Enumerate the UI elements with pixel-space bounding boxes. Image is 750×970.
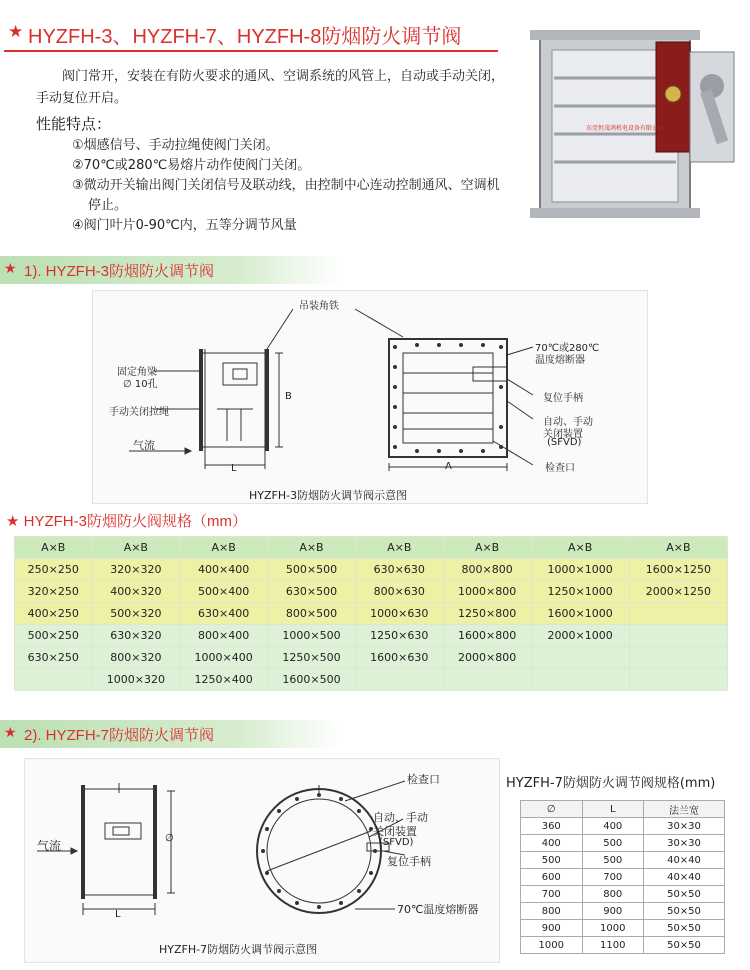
label-pull-rope: 手动关闭拉绳 (109, 407, 169, 418)
table-cell-empty (629, 669, 727, 691)
table-cell: 40×40 (644, 869, 725, 886)
table-header: A×B (443, 537, 531, 559)
label-fuse: 70℃温度熔断器 (397, 903, 479, 916)
table-row (15, 669, 728, 691)
table-cell: 320×320 (92, 559, 180, 581)
star-icon: ★ (8, 22, 24, 42)
table-cell: 500 (582, 852, 644, 869)
label-inspect: 检查口 (407, 773, 440, 786)
table-row (521, 937, 725, 954)
photo-watermark: 东莞恒茂鸿机电设备有限公司 (586, 125, 665, 132)
table-cell: 360 (521, 818, 583, 835)
table-header: A×B (629, 537, 727, 559)
table-header-row (521, 801, 725, 818)
table-row (521, 835, 725, 852)
label-airflow: 气流 (133, 439, 155, 452)
table-header: A×B (92, 537, 180, 559)
table-cell: 500 (521, 852, 583, 869)
table-row (15, 581, 728, 603)
table-cell: 50×50 (644, 903, 725, 920)
dim-b: B (285, 391, 292, 402)
spec7-table (520, 800, 725, 954)
section1-header (0, 256, 340, 284)
table-cell: 250×250 (15, 559, 92, 581)
table-cell: 1000×1000 (531, 559, 629, 581)
diagram-caption: HYZFH-7防烟防火调节阀示意图 (159, 943, 318, 956)
dim-l: L (115, 909, 121, 920)
page-title (4, 12, 498, 52)
table-row (521, 852, 725, 869)
table-cell: 1000 (582, 920, 644, 937)
table-cell: 630×500 (268, 581, 356, 603)
table-cell: 50×50 (644, 886, 725, 903)
star-icon: ★ (4, 725, 17, 741)
table-row (15, 625, 728, 647)
table-cell: 1000×500 (268, 625, 356, 647)
table-cell: 500×320 (92, 603, 180, 625)
performance-heading: 性能特点： (36, 115, 112, 133)
label-auto2: 关闭装置 (543, 429, 583, 440)
table-row (521, 869, 725, 886)
table-cell: 900 (521, 920, 583, 937)
label-fixed-beam: 固定角梁 (117, 367, 157, 378)
section1-title: 1). HYZFH-3防烟防火调节阀 (24, 263, 215, 280)
performance-item: ①烟感信号、手动拉绳使阀门关闭。 (72, 138, 279, 153)
label-auto3: (SFVD) (379, 837, 414, 848)
performance-item: ④阀门叶片0-90℃内，五等分调节风量 (72, 218, 297, 233)
table-cell-empty (443, 669, 531, 691)
table-cell: 400×320 (92, 581, 180, 603)
table-cell: 500 (582, 835, 644, 852)
intro-paragraph: 阀门常开，安装在有防火要求的通风、空调系统的风管上，自动或手动关闭，手动复位开启。 (36, 69, 505, 106)
table-cell: 30×30 (644, 835, 725, 852)
label-fuse: 70℃或280℃ (535, 343, 600, 354)
dim-l: L (231, 463, 237, 474)
table-cell: 1000×800 (443, 581, 531, 603)
label-auto1: 自动、手动 (373, 811, 428, 824)
table-cell: 1600×1000 (531, 603, 629, 625)
label-fuse2: 温度熔断器 (535, 355, 585, 366)
table-cell: 1600×630 (355, 647, 443, 669)
table-cell: 600 (521, 869, 583, 886)
table-row (521, 920, 725, 937)
hyzfh3-diagram (92, 290, 648, 504)
table-cell-empty (629, 625, 727, 647)
table-cell: 1250×500 (268, 647, 356, 669)
table-cell: 800×400 (180, 625, 268, 647)
table-cell: 1600×500 (268, 669, 356, 691)
table-cell: 1000 (521, 937, 583, 954)
table-cell: 400×250 (15, 603, 92, 625)
table-cell: 630×630 (355, 559, 443, 581)
table-cell: 1250×800 (443, 603, 531, 625)
section2-header (0, 720, 340, 748)
table-header: A×B (268, 537, 356, 559)
table-cell: 1100 (582, 937, 644, 954)
table-cell: 1250×630 (355, 625, 443, 647)
table-cell: 400 (582, 818, 644, 835)
table-cell: 700 (521, 886, 583, 903)
table-header: L (582, 801, 644, 818)
dim-phi: ∅ (165, 833, 174, 844)
table-cell: 400 (521, 835, 583, 852)
table-cell: 50×50 (644, 920, 725, 937)
table-row (15, 603, 728, 625)
spec7-heading: HYZFH-7防烟防火调节阀规格(mm) (506, 776, 716, 791)
table-cell: 630×250 (15, 647, 92, 669)
table-header: A×B (180, 537, 268, 559)
table-cell: 1000×400 (180, 647, 268, 669)
table-cell: 30×30 (644, 818, 725, 835)
table-header: A×B (531, 537, 629, 559)
label-reset: 复位手柄 (387, 855, 431, 868)
section2-title: 2). HYZFH-7防烟防火调节阀 (24, 727, 215, 744)
table-cell: 1600×1250 (629, 559, 727, 581)
table-cell: 40×40 (644, 852, 725, 869)
performance-item: ③微动开关输出阀门关闭信号及联动线，由控制中心连动控制通风、空调机停止。 (72, 178, 500, 213)
table-cell-empty (531, 669, 629, 691)
table-cell-empty (15, 669, 92, 691)
table-cell: 630×320 (92, 625, 180, 647)
table-header-row (15, 537, 728, 559)
table-header: 法兰宽 (644, 801, 725, 818)
table-cell: 1000×630 (355, 603, 443, 625)
label-hole: ∅ 10孔 (123, 379, 158, 390)
table-cell: 800 (582, 886, 644, 903)
table-row (15, 559, 728, 581)
table-cell: 800×500 (268, 603, 356, 625)
title-text: HYZFH-3、HYZFH-7、HYZFH-8防烟防火调节阀 (28, 26, 462, 48)
label-reset: 复位手柄 (543, 393, 583, 404)
performance-list (72, 136, 502, 236)
spec3-table (14, 536, 728, 691)
dim-a: A (445, 461, 452, 472)
star-icon: ★ (4, 261, 17, 277)
table-cell-empty (531, 647, 629, 669)
damper-product-photo (530, 30, 744, 220)
table-cell: 500×250 (15, 625, 92, 647)
table-cell: 700 (582, 869, 644, 886)
table-cell: 1250×1000 (531, 581, 629, 603)
table-cell: 1000×320 (92, 669, 180, 691)
table-header: A×B (15, 537, 92, 559)
label-auto1: 自动、手动 (543, 417, 593, 428)
table-row (521, 903, 725, 920)
performance-item: ②70℃或280℃易熔片动作使阀门关闭。 (72, 158, 311, 173)
table-row (521, 886, 725, 903)
label-auto3: (SFVD) (547, 437, 582, 448)
diagram-caption: HYZFH-3防烟防火调节阀示意图 (249, 489, 408, 502)
hyzfh7-diagram (24, 758, 500, 963)
table-header: ∅ (521, 801, 583, 818)
table-cell: 2000×1250 (629, 581, 727, 603)
table-cell: 500×400 (180, 581, 268, 603)
spec3-heading: ★ HYZFH-3防烟防火阀规格（mm） (6, 513, 247, 530)
table-cell: 320×250 (15, 581, 92, 603)
table-row (521, 818, 725, 835)
table-cell: 1250×400 (180, 669, 268, 691)
table-cell-empty (629, 603, 727, 625)
table-cell: 800×800 (443, 559, 531, 581)
table-cell: 630×400 (180, 603, 268, 625)
table-cell: 2000×1000 (531, 625, 629, 647)
label-inspect: 检查口 (545, 463, 575, 474)
table-cell: 800×320 (92, 647, 180, 669)
table-cell-empty (629, 647, 727, 669)
label-hanger: 吊装角铁 (299, 301, 339, 312)
label-auto2: 关闭装置 (373, 825, 417, 838)
table-cell: 800 (521, 903, 583, 920)
table-row (15, 647, 728, 669)
table-cell: 50×50 (644, 937, 725, 954)
table-cell: 400×400 (180, 559, 268, 581)
label-airflow: 气流 (37, 839, 62, 853)
table-cell-empty (355, 669, 443, 691)
table-cell: 2000×800 (443, 647, 531, 669)
table-cell: 800×630 (355, 581, 443, 603)
table-header: A×B (355, 537, 443, 559)
table-cell: 500×500 (268, 559, 356, 581)
table-cell: 900 (582, 903, 644, 920)
table-cell: 1600×800 (443, 625, 531, 647)
